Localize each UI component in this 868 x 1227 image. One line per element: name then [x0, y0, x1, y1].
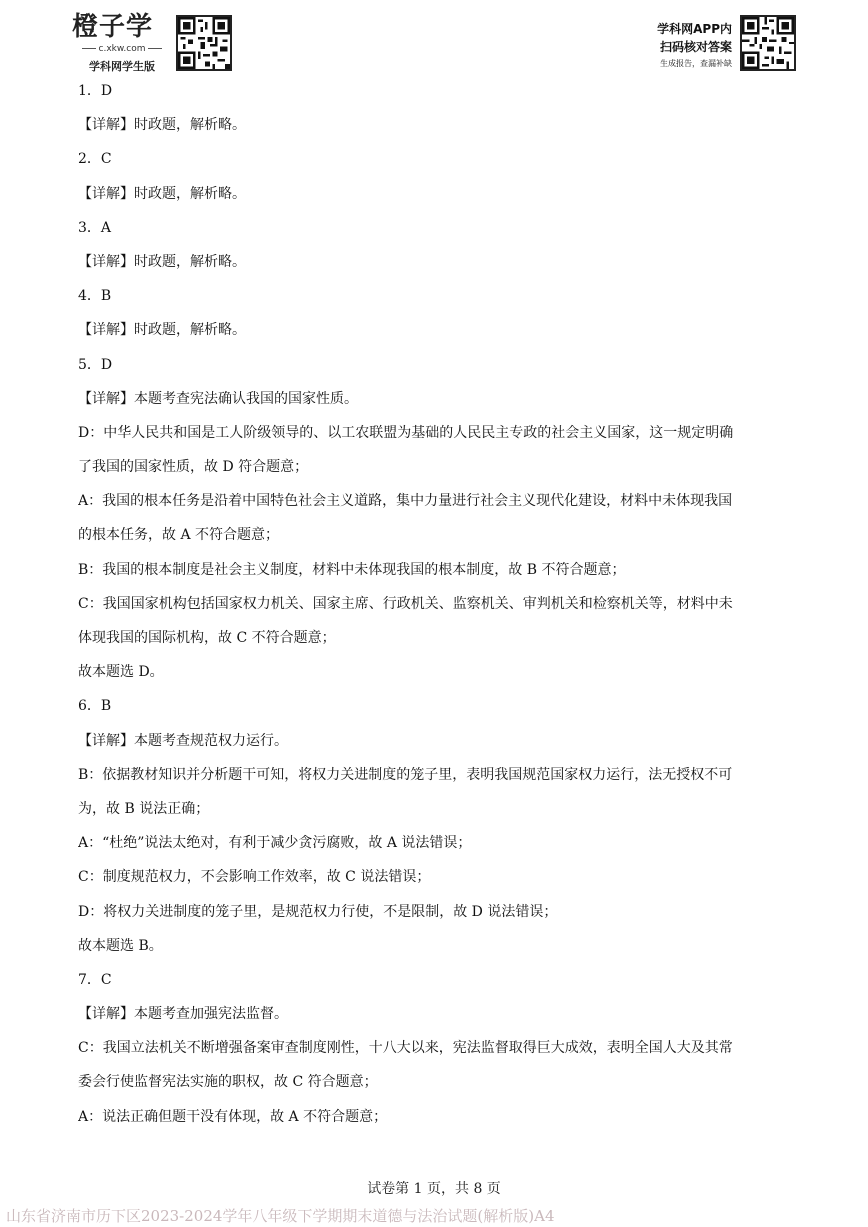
- qr-code-icon: [176, 15, 232, 71]
- text-line: 【详解】本题考查规范权力运行。: [78, 732, 288, 749]
- text-line: 为，故 B 说法正确；: [78, 800, 210, 817]
- text-line: 委会行使监督宪法实施的职权，故 C 符合题意；: [78, 1074, 378, 1091]
- text-line: A：“杜绝”说法太绝对，有利于减少贪污腐败，故 A 说法错误；: [78, 835, 472, 852]
- text-line: 【详解】本题考查宪法确认我国的国家性质。: [78, 390, 358, 407]
- page-footer: 试卷第 1 页，共 8 页: [367, 1181, 501, 1197]
- text-line: 【详解】时政题，解析略。: [78, 322, 246, 339]
- text-line: 了我国的国家性质，故 D 符合题意；: [78, 459, 309, 476]
- text-line: 2．C: [78, 151, 112, 168]
- text-line: C：我国国家机构包括国家权力机关、国家主席、行政机关、监察机关、审判机关和检察机关等，材料中未: [78, 595, 733, 612]
- app-promo-title: 学科网APP内: [657, 22, 732, 36]
- app-promo-note: 生成报告，查漏补缺: [660, 59, 732, 68]
- qr-code-icon: [740, 15, 796, 71]
- brand-subtitle: 学科网学生版: [89, 60, 155, 73]
- text-line: 体现我国的国际机构，故 C 不符合题意；: [78, 630, 336, 646]
- text-line: 6．B: [78, 698, 112, 715]
- text-line: B：我国的根本制度是社会主义制度，材料中未体现我国的根本制度，故 B 不符合题意；: [78, 561, 626, 578]
- text-line: C：我国立法机关不断增强备案审查制度刚性，十八大以来，宪法监督取得巨大成效，表明全国人大及其常: [78, 1040, 733, 1057]
- text-line: A：我国的根本任务是沿着中国特色社会主义道路，集中力量进行社会主义现代化建设，材料中未体现我国: [78, 493, 733, 510]
- page-header-right: [636, 14, 796, 74]
- text-line: 5．D: [78, 356, 113, 373]
- text-line: D：将权力关进制度的笼子里，是规范权力行使，不是限制，故 D 说法错误；: [78, 903, 558, 920]
- text-line: 7．C: [78, 971, 112, 988]
- brand-domain: c.xkw.com: [74, 44, 170, 54]
- text-line: 的根本任务，故 A 不符合题意；: [78, 527, 280, 544]
- text-line: 3．A: [78, 219, 112, 236]
- text-line: 故本题选 B。: [78, 937, 163, 954]
- brand-logo: 橙子学: [72, 12, 154, 42]
- text-line: 1．D: [78, 83, 113, 99]
- text-line: B：依据教材知识并分析题干可知，将权力关进制度的笼子里，表明我国规范国家权力运行，法无授权不可: [78, 766, 733, 783]
- text-line: C：制度规范权力，不会影响工作效率，故 C 说法错误；: [78, 869, 431, 886]
- text-line: A：说法正确但题干没有体现，故 A 不符合题意；: [78, 1108, 388, 1125]
- text-line: 4．B: [78, 288, 112, 305]
- text-line: 【详解】本题考查加强宪法监督。: [78, 1006, 288, 1023]
- text-line: 【详解】时政题，解析略。: [78, 253, 246, 270]
- app-promo-subtitle: 扫码核对答案: [659, 40, 732, 54]
- text-line: 【详解】时政题，解析略。: [78, 185, 246, 202]
- answer-explanations: [78, 74, 794, 1134]
- text-line: D：中华人民共和国是工人阶级领导的、以工农联盟为基础的人民民主专政的社会主义国家，这一规定明确: [78, 424, 734, 441]
- document-watermark: 山东省济南市历下区2023-2024学年八年级下学期期末道德与法治试题(解析版)A4: [6, 1207, 555, 1225]
- text-line: 【详解】时政题，解析略。: [78, 117, 246, 134]
- text-line: 故本题选 D。: [78, 664, 164, 681]
- page-header-left: [72, 14, 242, 74]
